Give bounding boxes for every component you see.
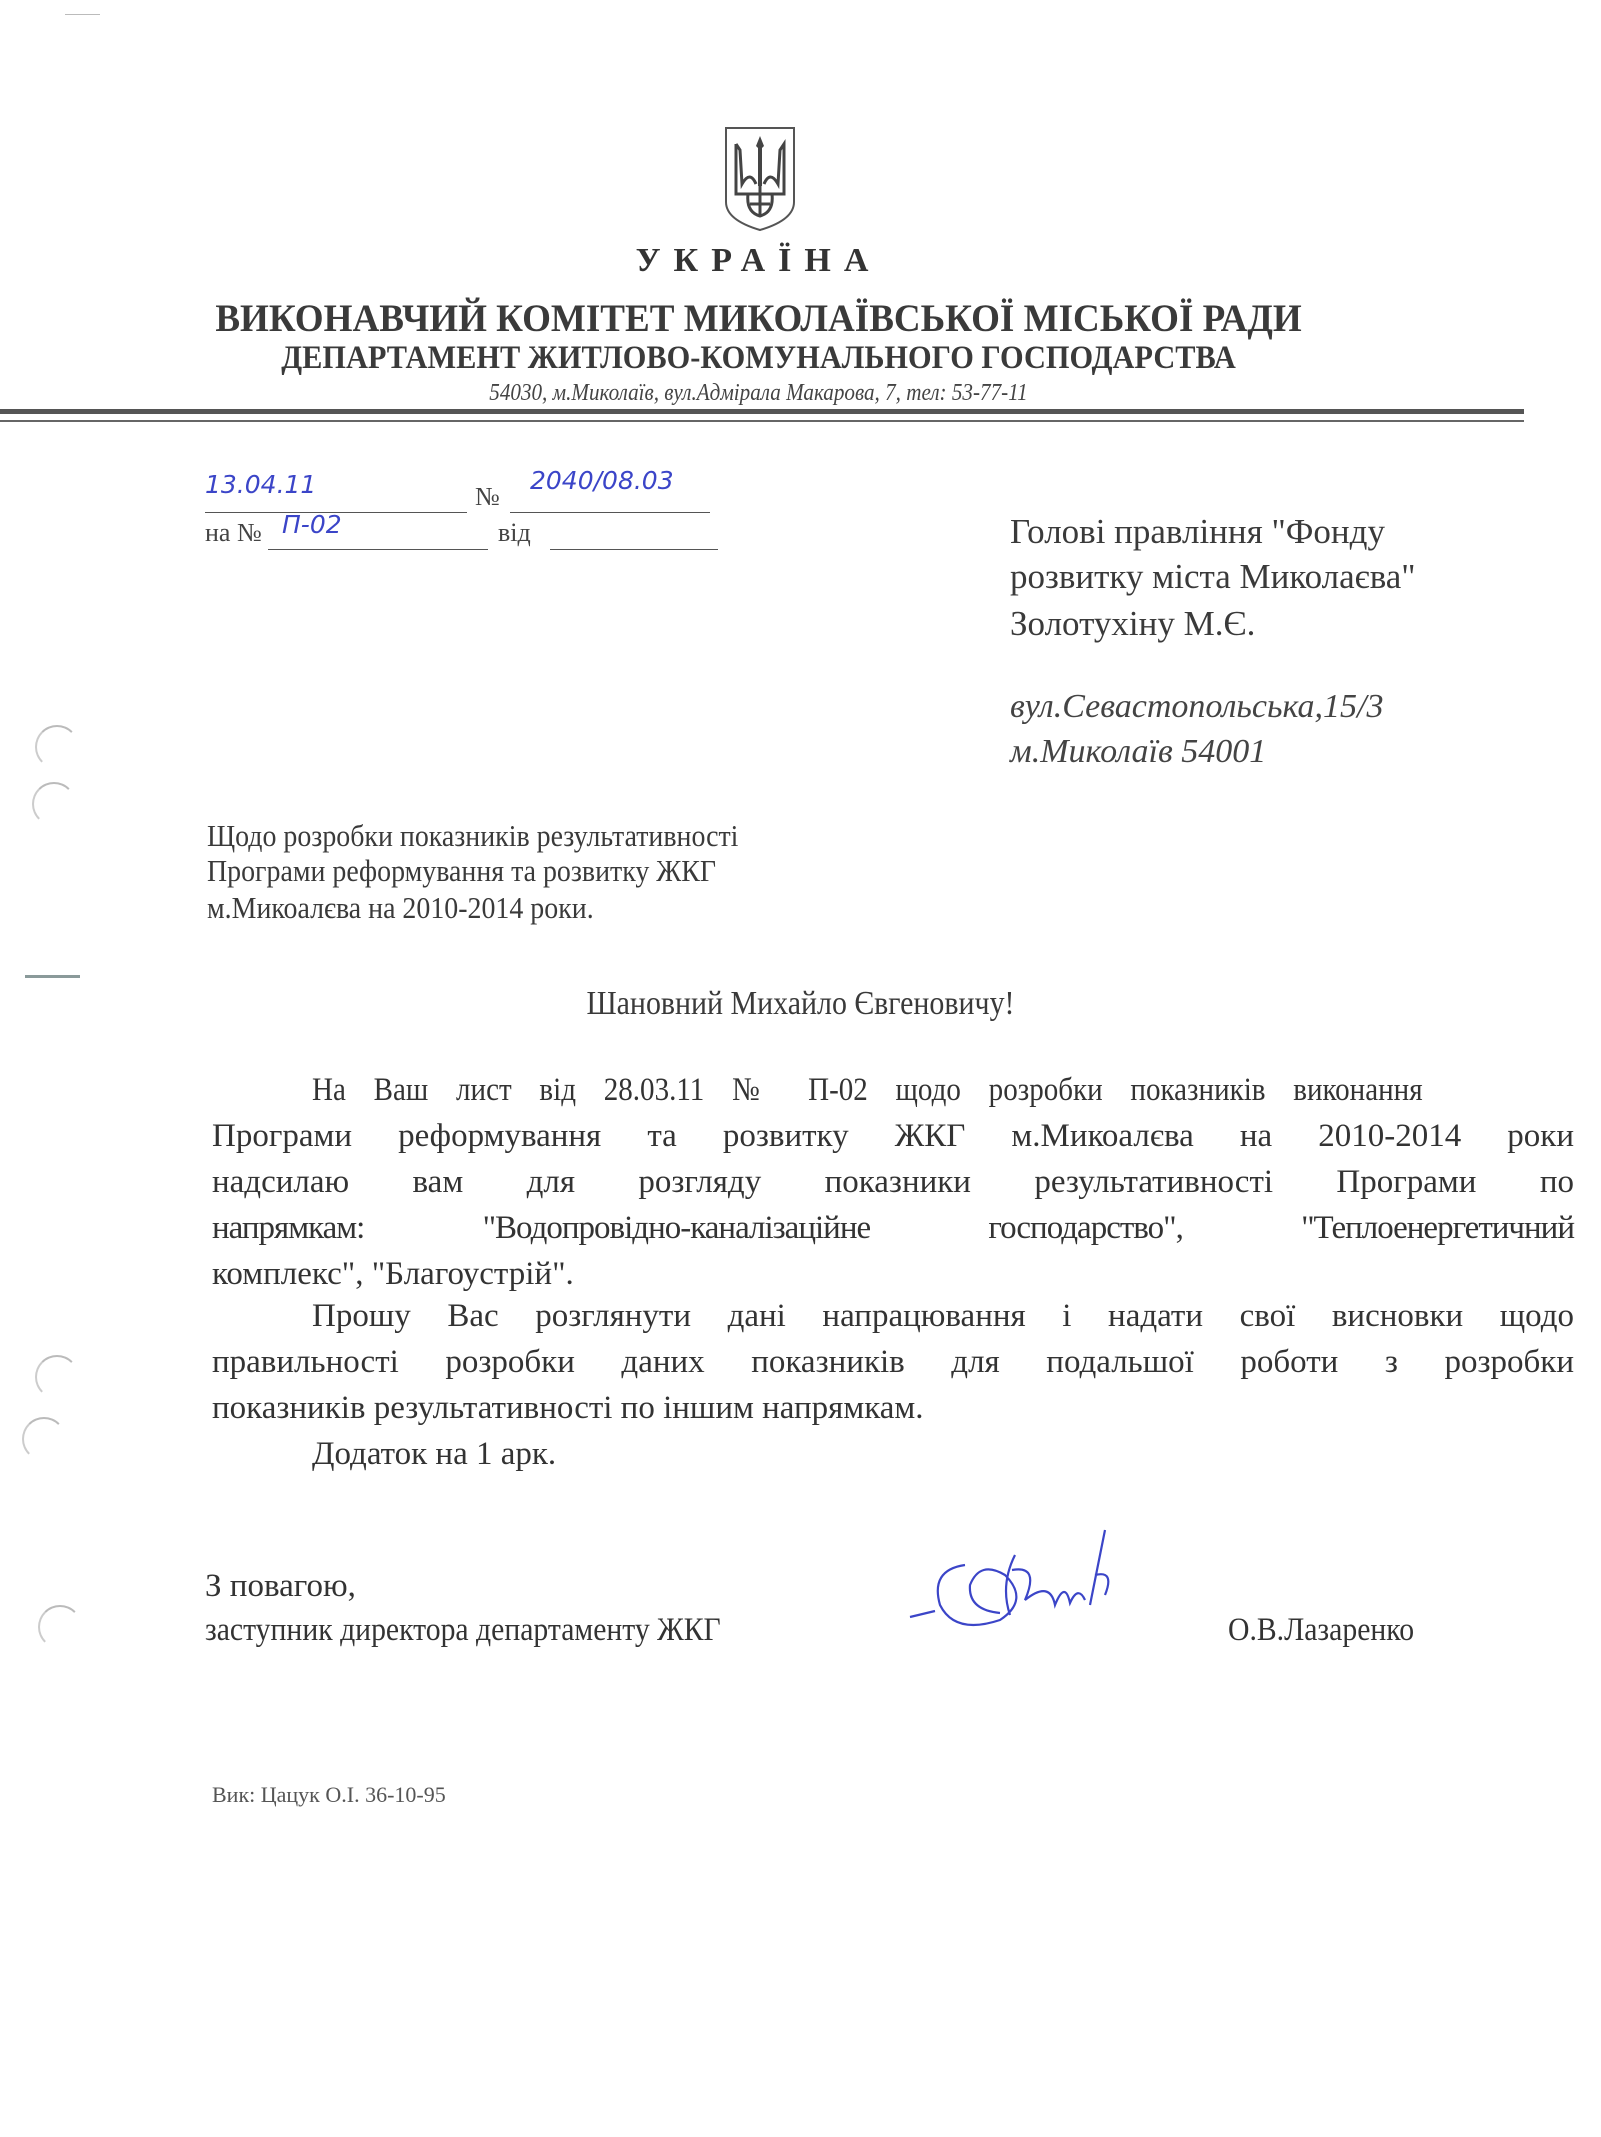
body-line: Прошу Вас розглянути дані напрацювання і надати свої висновки щодо	[312, 1298, 1574, 1334]
subject-line: Щодо розробки показників результативності	[207, 818, 739, 853]
hole-punch-mark	[22, 1417, 66, 1461]
margin-mark	[25, 975, 80, 978]
country-name: УКРАЇНА	[635, 242, 882, 279]
letterhead-divider-thick	[0, 409, 1524, 414]
organization-name: ВИКОНАВЧИЙ КОМІТЕТ МИКОЛАЇВСЬКОЇ МІСЬКОЇ РАДИ	[215, 297, 1302, 340]
letterhead-address: 54030, м.Миколаїв, вул.Адмірала Макарова, 7, тел: 53-77-11	[489, 380, 1028, 406]
reply-to-number: П-02	[282, 510, 342, 539]
trident-emblem-icon	[720, 124, 800, 232]
handwritten-signature-icon	[900, 1525, 1230, 1650]
outgoing-number: 2040/08.03	[530, 466, 674, 495]
number-field-line	[510, 512, 710, 513]
addressee-line: Голові правління "Фонду	[1010, 512, 1385, 551]
subject-line: Програми реформування та розвитку ЖКГ	[207, 853, 717, 888]
number-label: №	[475, 482, 500, 511]
signer-position: заступник директора департаменту ЖКГ	[205, 1612, 721, 1648]
body-line: надсилаю вам для розгляду показники результативності Програми по	[212, 1164, 1574, 1200]
addressee-line: розвитку міста Миколаєва"	[1010, 557, 1416, 596]
body-line: правильності розробки даних показників для подальшої роботи з розробки	[212, 1344, 1574, 1380]
letterhead-divider-thin	[0, 420, 1524, 422]
addressee-address-line: м.Миколаїв 54001	[1010, 733, 1267, 770]
addressee-address-line: вул.Севастопольська,15/3	[1010, 688, 1384, 725]
attachment-note: Додаток на 1 арк.	[312, 1436, 557, 1472]
reply-to-field-line	[268, 549, 488, 550]
hole-punch-mark	[32, 782, 76, 826]
scan-speck	[65, 14, 100, 15]
subject-line: м.Микоалєва на 2010-2014 роки.	[207, 890, 594, 925]
body-line: На Ваш лист від 28.03.11 № П-02 щодо розробки показників виконання	[312, 1072, 1423, 1108]
executor-info: Вик: Цацук О.І. 36-10-95	[212, 1782, 446, 1807]
body-line: Програми реформування та розвитку ЖКГ м.Микоалєва на 2010-2014 роки	[212, 1118, 1574, 1154]
closing: З повагою,	[205, 1568, 356, 1604]
from-field-line	[550, 549, 718, 550]
addressee-line: Золотухіну М.Є.	[1010, 604, 1256, 643]
salutation: Шановний Михайло Євгеновичу!	[586, 985, 1015, 1022]
body-line: показників результативності по іншим напрямкам.	[212, 1390, 924, 1426]
body-line: напрямкам: "Водопровідно-каналізаційне господарство", "Теплоенергетичний	[212, 1210, 1574, 1246]
hole-punch-mark	[35, 1355, 79, 1399]
signer-name: О.В.Лазаренко	[1228, 1612, 1415, 1648]
hole-punch-mark	[35, 725, 79, 769]
department-name: ДЕПАРТАМЕНТ ЖИТЛОВО-КОМУНАЛЬНОГО ГОСПОДАРСТВА	[281, 340, 1236, 376]
from-label: від	[498, 518, 531, 547]
body-line: комплекс", "Благоустрій".	[212, 1256, 574, 1292]
outgoing-date: 13.04.11	[205, 470, 317, 499]
reply-to-label: на №	[205, 518, 262, 547]
hole-punch-mark	[38, 1605, 82, 1649]
